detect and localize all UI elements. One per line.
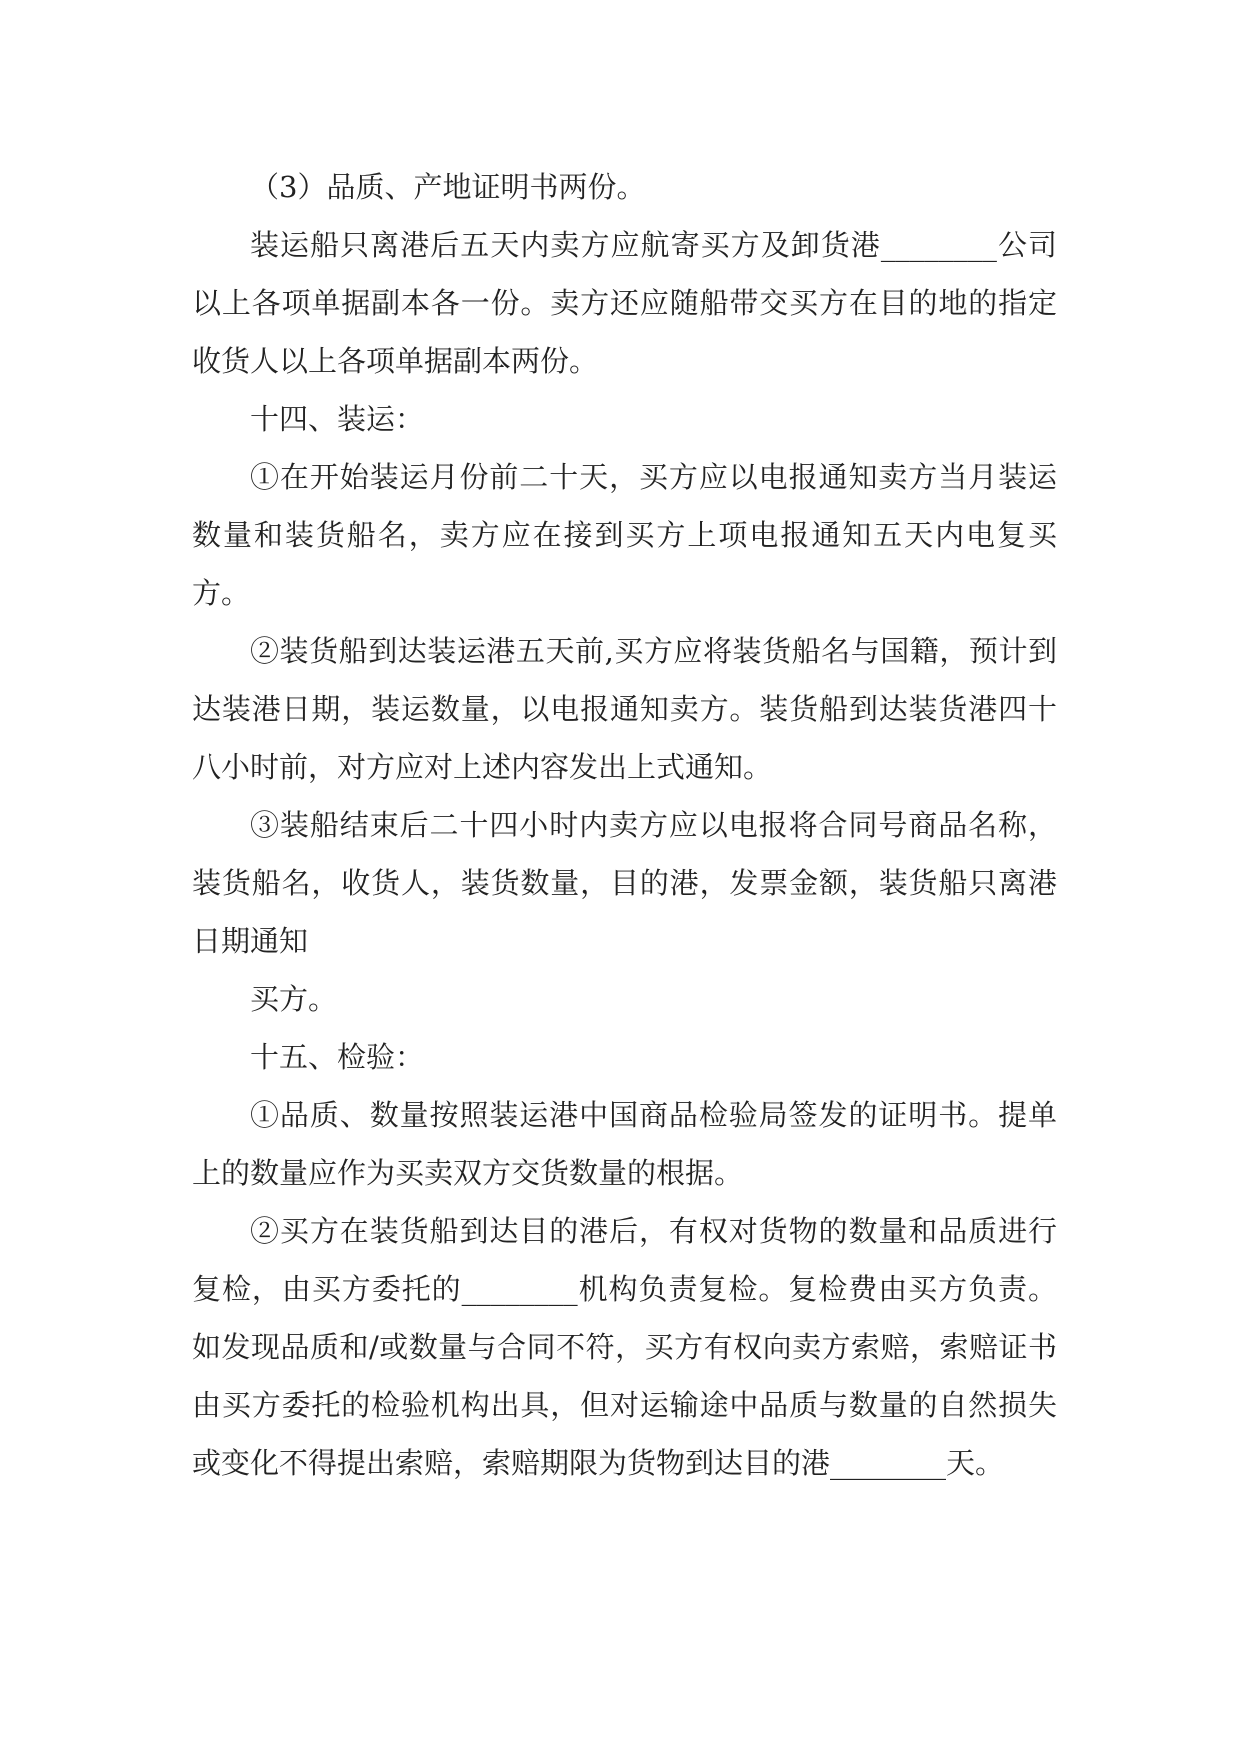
paragraph-shipment-3-continued: 买方。 — [250, 982, 338, 1016]
paragraph-inspection-1: ①品质、数量按照装运港中国商品检验局签发的证明书。提单上的数量应作为买卖双方交货数量的根据。 — [192, 1098, 1057, 1190]
section-heading-shipment: 十四、装运： — [250, 402, 425, 436]
section-heading-inspection: 十五、检验： — [250, 1040, 425, 1074]
document-body — [192, 158, 1057, 1492]
paragraph-document-mailing: 装运船只离港后五天内卖方应航寄买方及卸货港________公司以上各项单据副本各一份。卖方还应随船带交买方在目的地的指定收货人以上各项单据副本两份。 — [192, 228, 1057, 378]
paragraph-shipment-1: ①在开始装运月份前二十天，买方应以电报通知卖方当月装运数量和装货船名，卖方应在接到买方上项电报通知五天内电复买方。 — [192, 460, 1057, 610]
paragraph-inspection-2: ②买方在装货船到达目的港后，有权对货物的数量和品质进行复检，由买方委托的________机构负责复检。复检费由买方负责。如发现品质和/或数量与合同不符，买方有权向卖方索赔，索赔证书由买方委托的检验机构出具，但对运输途中品质与数量的自然损失或变化不得提出索赔，索赔期限为货物到达目的港________天。 — [192, 1214, 1057, 1480]
paragraph-shipment-3: ③装船结束后二十四小时内卖方应以电报将合同号商品名称，装货船名，收货人，装货数量，目的港，发票金额，装货船只离港日期通知 — [192, 808, 1057, 958]
paragraph-shipment-2: ②装货船到达装运港五天前,买方应将装货船名与国籍，预计到达装港日期，装运数量，以电报通知卖方。装货船到达装货港四十八小时前，对方应对上述内容发出上式通知。 — [192, 634, 1057, 784]
paragraph-documents-3: （3）品质、产地证明书两份。 — [250, 170, 646, 204]
